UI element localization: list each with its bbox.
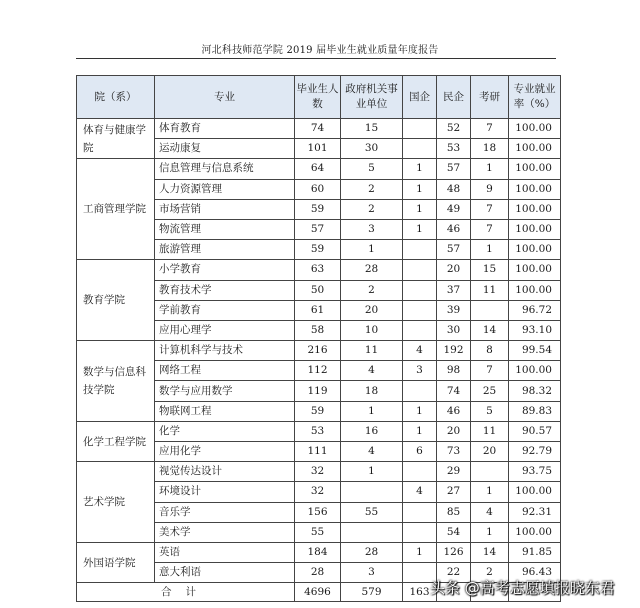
cell-major: 物流管理 <box>155 219 295 239</box>
cell-grad: 1 <box>471 482 509 502</box>
cell-major: 英语 <box>155 542 295 562</box>
cell-rate: 93.75 <box>509 462 561 482</box>
cell-state <box>403 320 437 340</box>
cell-rate: 96.43 <box>509 563 561 583</box>
cell-state <box>403 240 437 260</box>
cell-gov: 3 <box>341 219 403 239</box>
cell-graduates: 112 <box>295 361 341 381</box>
cell-college: 教育学院 <box>77 260 155 341</box>
report-title: 河北科技师范学院 2019 届毕业生就业质量年度报告 <box>201 45 439 56</box>
cell-rate: 90.57 <box>509 421 561 441</box>
header-state: 国企 <box>403 76 437 119</box>
total-gov: 579 <box>341 583 403 602</box>
title-underline <box>76 58 556 59</box>
header-graduates: 毕业生人数 <box>295 76 341 119</box>
cell-private: 52 <box>437 119 471 139</box>
cell-state: 6 <box>403 442 437 462</box>
cell-rate: 98.32 <box>509 381 561 401</box>
cell-rate: 100.00 <box>509 280 561 300</box>
cell-gov: 4 <box>341 361 403 381</box>
cell-gov: 55 <box>341 502 403 522</box>
cell-gov <box>341 482 403 502</box>
total-graduates: 4696 <box>295 583 341 602</box>
table-row <box>77 341 561 361</box>
cell-major: 计算机科学与技术 <box>155 341 295 361</box>
cell-rate: 93.10 <box>509 320 561 340</box>
cell-private: 39 <box>437 300 471 320</box>
cell-state <box>403 300 437 320</box>
cell-gov: 18 <box>341 381 403 401</box>
cell-graduates: 63 <box>295 260 341 280</box>
cell-major: 环境设计 <box>155 482 295 502</box>
cell-major: 信息管理与信息系统 <box>155 159 295 179</box>
table-row <box>77 542 561 562</box>
cell-state: 1 <box>403 159 437 179</box>
cell-rate: 100.00 <box>509 219 561 239</box>
cell-major: 美术学 <box>155 522 295 542</box>
cell-graduates: 59 <box>295 199 341 219</box>
header-grad: 考研 <box>471 76 509 119</box>
cell-graduates: 28 <box>295 563 341 583</box>
cell-major: 物联网工程 <box>155 401 295 421</box>
cell-rate: 96.72 <box>509 300 561 320</box>
cell-gov: 16 <box>341 421 403 441</box>
cell-grad <box>471 462 509 482</box>
cell-graduates: 216 <box>295 341 341 361</box>
cell-grad: 7 <box>471 361 509 381</box>
cell-private: 54 <box>437 522 471 542</box>
header-row <box>77 76 561 119</box>
cell-major: 意大利语 <box>155 563 295 583</box>
cell-grad: 7 <box>471 119 509 139</box>
cell-private: 27 <box>437 482 471 502</box>
cell-rate: 100.00 <box>509 482 561 502</box>
cell-private: 85 <box>437 502 471 522</box>
cell-graduates: 184 <box>295 542 341 562</box>
cell-college: 工商管理学院 <box>77 159 155 260</box>
cell-private: 29 <box>437 462 471 482</box>
cell-grad: 15 <box>471 260 509 280</box>
table-row <box>77 159 561 179</box>
cell-graduates: 53 <box>295 421 341 441</box>
cell-graduates: 32 <box>295 482 341 502</box>
cell-grad: 5 <box>471 401 509 421</box>
cell-private: 49 <box>437 199 471 219</box>
cell-major: 人力资源管理 <box>155 179 295 199</box>
cell-college: 数学与信息科技学院 <box>77 341 155 422</box>
cell-state: 1 <box>403 401 437 421</box>
cell-major: 学前教育 <box>155 300 295 320</box>
cell-rate: 100.00 <box>509 199 561 219</box>
cell-private: 48 <box>437 179 471 199</box>
cell-graduates: 50 <box>295 280 341 300</box>
cell-rate: 99.54 <box>509 341 561 361</box>
cell-grad: 14 <box>471 542 509 562</box>
cell-gov: 28 <box>341 260 403 280</box>
cell-gov: 30 <box>341 139 403 159</box>
cell-college: 外国语学院 <box>77 542 155 582</box>
cell-state <box>403 502 437 522</box>
cell-rate: 100.00 <box>509 240 561 260</box>
cell-private: 46 <box>437 219 471 239</box>
cell-grad: 1 <box>471 522 509 542</box>
cell-graduates: 58 <box>295 320 341 340</box>
header-major: 专业 <box>155 76 295 119</box>
cell-grad: 7 <box>471 219 509 239</box>
cell-state: 4 <box>403 482 437 502</box>
cell-state <box>403 522 437 542</box>
cell-state: 4 <box>403 341 437 361</box>
cell-grad: 11 <box>471 421 509 441</box>
cell-state: 3 <box>403 361 437 381</box>
cell-grad <box>471 300 509 320</box>
cell-grad: 8 <box>471 341 509 361</box>
cell-gov: 2 <box>341 280 403 300</box>
cell-rate: 100.00 <box>509 522 561 542</box>
cell-graduates: 64 <box>295 159 341 179</box>
cell-private: 53 <box>437 139 471 159</box>
cell-state: 1 <box>403 179 437 199</box>
cell-rate: 92.79 <box>509 442 561 462</box>
cell-gov: 28 <box>341 542 403 562</box>
cell-gov: 15 <box>341 119 403 139</box>
cell-graduates: 101 <box>295 139 341 159</box>
cell-private: 57 <box>437 240 471 260</box>
cell-state <box>403 119 437 139</box>
cell-private: 46 <box>437 401 471 421</box>
cell-grad: 1 <box>471 240 509 260</box>
cell-major: 市场营销 <box>155 199 295 219</box>
cell-gov: 1 <box>341 240 403 260</box>
cell-graduates: 60 <box>295 179 341 199</box>
cell-major: 运动康复 <box>155 139 295 159</box>
cell-state <box>403 462 437 482</box>
cell-college: 体育与健康学院 <box>77 119 155 159</box>
header-gov: 政府机关事业单位 <box>341 76 403 119</box>
header-rate: 专业就业率（%） <box>509 76 561 119</box>
cell-graduates: 32 <box>295 462 341 482</box>
total-label: 合计 <box>77 583 295 602</box>
table-row <box>77 421 561 441</box>
cell-private: 73 <box>437 442 471 462</box>
cell-private: 74 <box>437 381 471 401</box>
cell-rate: 92.31 <box>509 502 561 522</box>
cell-grad: 9 <box>471 179 509 199</box>
cell-major: 化学 <box>155 421 295 441</box>
cell-major: 小学教育 <box>155 260 295 280</box>
cell-gov: 10 <box>341 320 403 340</box>
cell-grad: 20 <box>471 442 509 462</box>
cell-college: 艺术学院 <box>77 462 155 543</box>
cell-major: 旅游管理 <box>155 240 295 260</box>
cell-private: 20 <box>437 260 471 280</box>
cell-state: 1 <box>403 199 437 219</box>
cell-rate: 100.00 <box>509 260 561 280</box>
cell-state: 1 <box>403 219 437 239</box>
cell-rate: 100.00 <box>509 119 561 139</box>
cell-major: 音乐学 <box>155 502 295 522</box>
cell-state <box>403 280 437 300</box>
cell-major: 体育教育 <box>155 119 295 139</box>
cell-graduates: 111 <box>295 442 341 462</box>
cell-gov: 20 <box>341 300 403 320</box>
cell-private: 22 <box>437 563 471 583</box>
cell-state <box>403 139 437 159</box>
cell-graduates: 57 <box>295 219 341 239</box>
cell-gov: 2 <box>341 179 403 199</box>
cell-college: 化学工程学院 <box>77 421 155 461</box>
cell-gov <box>341 522 403 542</box>
cell-graduates: 74 <box>295 119 341 139</box>
cell-major: 应用心理学 <box>155 320 295 340</box>
cell-grad: 4 <box>471 502 509 522</box>
cell-rate: 100.00 <box>509 139 561 159</box>
cell-grad: 1 <box>471 159 509 179</box>
cell-graduates: 119 <box>295 381 341 401</box>
header-private: 民企 <box>437 76 471 119</box>
table-row <box>77 260 561 280</box>
cell-gov: 11 <box>341 341 403 361</box>
cell-gov: 1 <box>341 462 403 482</box>
cell-private: 192 <box>437 341 471 361</box>
cell-grad: 7 <box>471 199 509 219</box>
cell-major: 数学与应用数学 <box>155 381 295 401</box>
cell-rate: 100.00 <box>509 159 561 179</box>
cell-state: 1 <box>403 421 437 441</box>
cell-major: 应用化学 <box>155 442 295 462</box>
cell-rate: 100.00 <box>509 361 561 381</box>
cell-graduates: 59 <box>295 401 341 421</box>
cell-grad: 11 <box>471 280 509 300</box>
table-row <box>77 119 561 139</box>
cell-rate: 89.83 <box>509 401 561 421</box>
cell-rate: 100.00 <box>509 179 561 199</box>
cell-state <box>403 260 437 280</box>
employment-table <box>76 75 561 602</box>
cell-major: 视觉传达设计 <box>155 462 295 482</box>
cell-gov: 2 <box>341 199 403 219</box>
header-college: 院（系） <box>77 76 155 119</box>
watermark: 头条 @高考志愿填报晓东君 <box>430 579 615 597</box>
cell-grad: 18 <box>471 139 509 159</box>
cell-private: 30 <box>437 320 471 340</box>
cell-graduates: 59 <box>295 240 341 260</box>
table-row <box>77 462 561 482</box>
cell-private: 57 <box>437 159 471 179</box>
cell-major: 网络工程 <box>155 361 295 381</box>
cell-private: 20 <box>437 421 471 441</box>
cell-private: 37 <box>437 280 471 300</box>
cell-private: 126 <box>437 542 471 562</box>
cell-gov: 3 <box>341 563 403 583</box>
cell-major: 教育技术学 <box>155 280 295 300</box>
cell-grad: 14 <box>471 320 509 340</box>
cell-gov: 4 <box>341 442 403 462</box>
cell-gov: 5 <box>341 159 403 179</box>
cell-state: 1 <box>403 542 437 562</box>
cell-graduates: 156 <box>295 502 341 522</box>
table-body <box>77 119 561 583</box>
cell-grad: 25 <box>471 381 509 401</box>
cell-state <box>403 381 437 401</box>
total-state: 163 <box>403 583 437 602</box>
cell-grad: 2 <box>471 563 509 583</box>
cell-graduates: 61 <box>295 300 341 320</box>
cell-rate: 91.85 <box>509 542 561 562</box>
cell-gov: 1 <box>341 401 403 421</box>
cell-graduates: 55 <box>295 522 341 542</box>
cell-private: 98 <box>437 361 471 381</box>
